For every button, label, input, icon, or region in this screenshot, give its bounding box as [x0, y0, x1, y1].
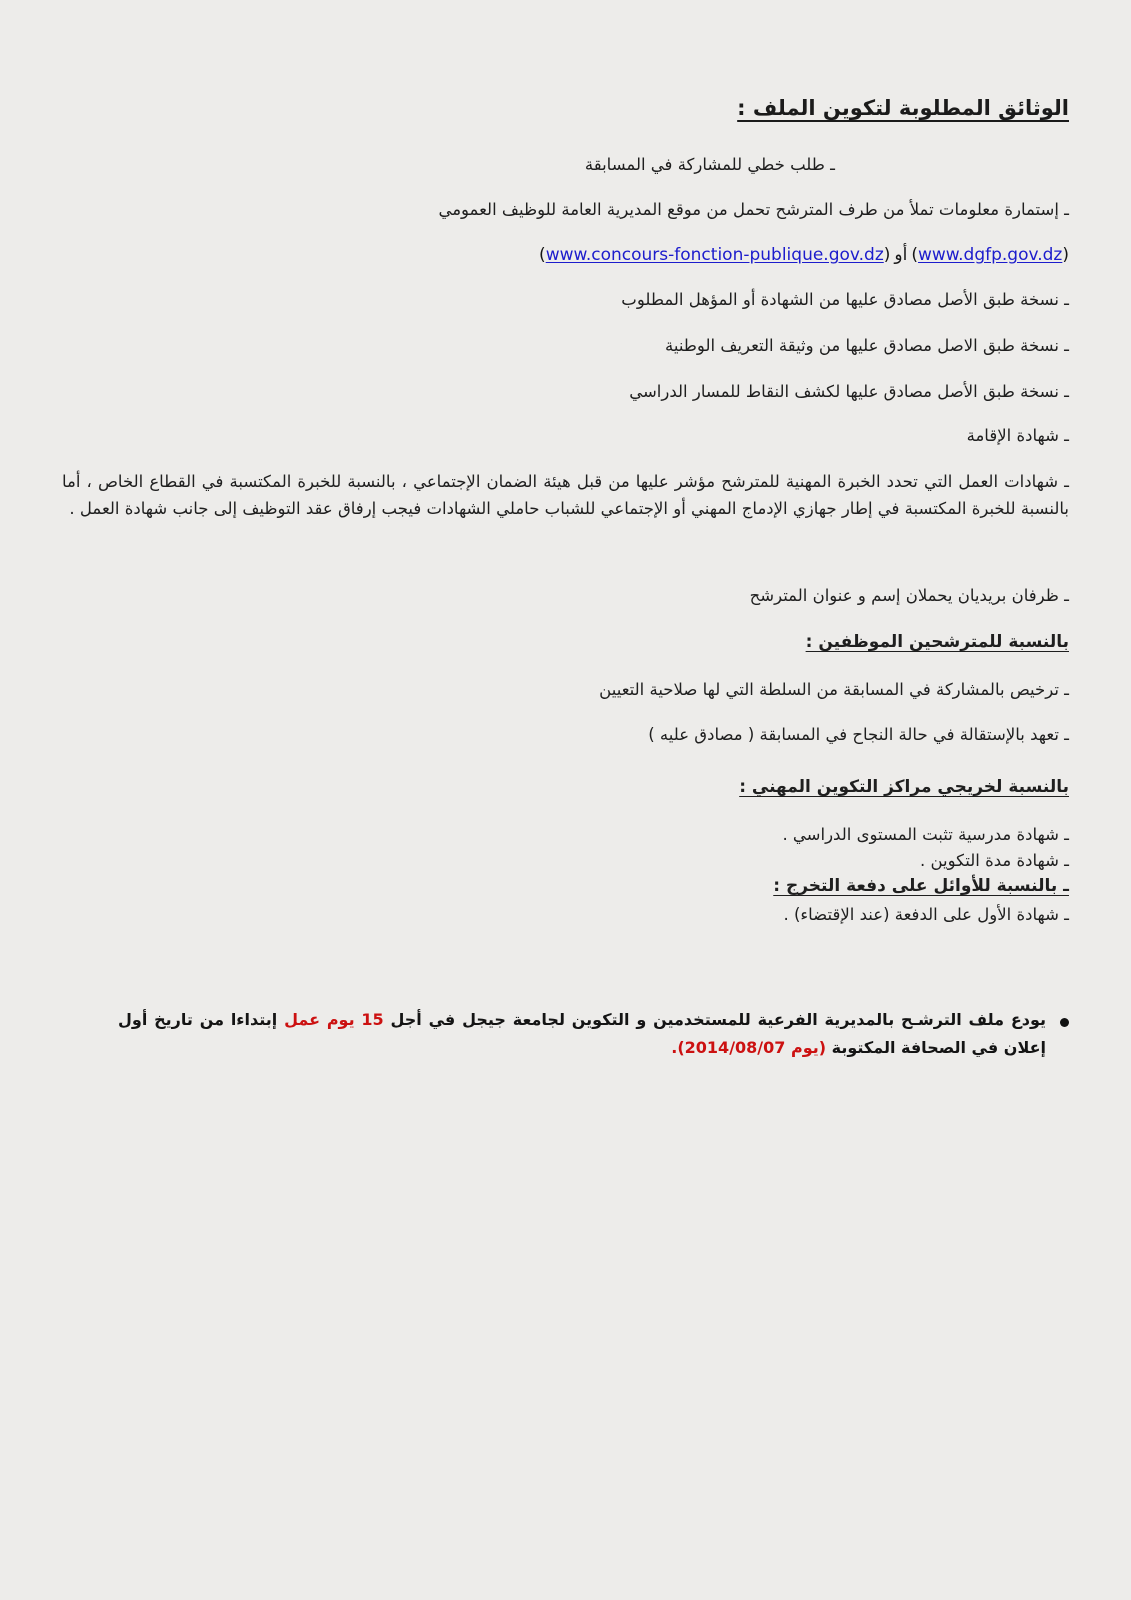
requirement-item-3: ـ نسخة طبق الأصل مصادق عليها من الشهادة أو المؤهل المطلوب: [621, 290, 1069, 309]
link-concours-fonction-publique[interactable]: www.concours-fonction-publique.gov.dz: [545, 245, 884, 265]
requirement-item-4: ـ نسخة طبق الاصل مصادق عليها من وثيقة التعريف الوطنية: [665, 336, 1069, 355]
notice-row: [118, 1006, 1069, 1061]
requirement-item-2: ـ إستمارة معلومات تملأ من طرف المترشح تحمل من موقع المديرية العامة للوظيف العمومي: [438, 200, 1069, 219]
notice-text-part-1: يودع ملف الترشـح بالمديرية الفرعية للمستخدمين و التكوين لجامعة جيجل في أجل: [383, 1010, 1047, 1029]
requirement-item-6: ـ شهادة الإقامة: [966, 426, 1069, 445]
bullet-point-icon: [1060, 1018, 1069, 1027]
vocational-section-heading: بالنسبة لخريجي مراكز التكوين المهني :: [739, 777, 1069, 797]
paren-open-secondary: (: [1062, 245, 1069, 265]
requirement-item-7-work-certificates: ـ شهادات العمل التي تحدد الخبرة المهنية للمترشح مؤشر عليها من قبل هيئة الضمان الإجتماعي ، بالنسبة للخبرة المكتسبة في القطاع الخاص ، أما بالنسبة للخبرة المكتسبة في إطار جهازي الإدماج المهني أو الإجتماعي للشباب حاملي الشهادات فيجب إرفاق عقد التوظيف إلى جانب شهادة العمل .: [62, 472, 1069, 518]
requirement-item-8: ـ ظرفان بريديان يحملان إسم و عنوان المترشح: [749, 586, 1069, 605]
submission-notice: [118, 1006, 1069, 1061]
link-separator: أو: [894, 245, 908, 265]
link-dgfp[interactable]: www.dgfp.gov.dz: [917, 245, 1063, 265]
page-title: الوثائق المطلوبة لتكوين الملف :: [737, 96, 1069, 120]
employees-item-1: ـ ترخيص بالمشاركة في المسابقة من السلطة التي لها صلاحية التعيين: [599, 680, 1069, 699]
notice-date-highlight: (يوم 2014/08/07).: [671, 1037, 827, 1057]
paren-close-primary: ): [539, 245, 546, 265]
paren-close-secondary: ): [911, 245, 918, 265]
notice-duration-highlight: 15 يوم عمل: [284, 1010, 384, 1029]
paren-open-primary: (: [883, 245, 891, 265]
employees-section-heading: بالنسبة للمترشحين الموظفين :: [805, 632, 1069, 652]
vocational-item-3: ـ شهادة الأول على الدفعة (عند الإقتضاء) .: [783, 905, 1069, 924]
links-line: [539, 245, 1069, 265]
requirement-item-5: ـ نسخة طبق الأصل مصادق عليها لكشف النقاط للمسار الدراسي: [629, 382, 1069, 401]
employees-item-2: ـ تعهد بالإستقالة في حالة النجاح في المسابقة ( مصادق عليه ): [648, 725, 1069, 744]
requirement-item-1: ـ طلب خطي للمشاركة في المسابقة: [584, 155, 835, 174]
vocational-top-graduates-subheading: ـ بالنسبة للأوائل على دفعة التخرج :: [773, 876, 1069, 896]
notice-text-part-2: إبتداءا من تاريخ أول إعلان في الصحافة المكتوبة: [118, 1010, 1046, 1057]
vocational-item-2: ـ شهادة مدة التكوين .: [919, 851, 1069, 870]
notice-text: [118, 1006, 1046, 1061]
vocational-item-1: ـ شهادة مدرسية تثبت المستوى الدراسي .: [782, 825, 1069, 844]
